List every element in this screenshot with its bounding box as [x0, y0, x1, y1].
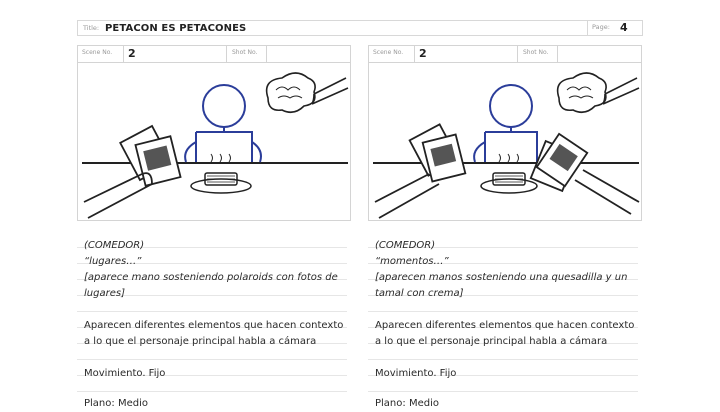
storyboard-title[interactable]: PETACON ES PETACONES — [105, 23, 247, 34]
note-line: Aparecen diferentes elementos que hacen contexto — [375, 320, 635, 331]
note-line: Plano: Medio — [375, 398, 439, 409]
note-line: Movimiento. Fijo — [375, 368, 457, 379]
note-line: Movimiento. Fijo — [84, 368, 166, 379]
divider — [517, 46, 518, 62]
panel-1-notes[interactable] — [77, 236, 347, 409]
polaroids-hand-drawing — [84, 126, 181, 218]
note-line: (COMEDOR) — [84, 240, 145, 251]
plate-drawing — [191, 154, 251, 193]
panel-2-notes[interactable] — [368, 236, 638, 409]
shot-label: Shot No. — [523, 49, 549, 56]
scene-number[interactable]: 2 — [419, 47, 427, 60]
note-line: [aparecen manos sosteniendo una quesadilla y un — [375, 272, 628, 283]
divider — [123, 46, 124, 62]
note-line: tamal con crema] — [375, 288, 464, 299]
plate-drawing — [481, 154, 537, 193]
divider — [557, 46, 558, 62]
page-number[interactable]: 4 — [620, 21, 628, 34]
title-bar — [77, 20, 643, 36]
panel-header — [369, 46, 641, 63]
shot-label: Shot No. — [232, 49, 258, 56]
divider — [226, 46, 227, 62]
page-cell — [587, 20, 644, 36]
character-figure — [474, 85, 537, 162]
scene-label: Scene No. — [82, 49, 113, 56]
note-line: Plano: Medio — [84, 398, 148, 409]
note-line: Aparecen diferentes elementos que hacen contexto — [84, 320, 344, 331]
scene-label: Scene No. — [373, 49, 404, 56]
character-figure — [185, 85, 261, 162]
storyboard-panel-2[interactable] — [368, 45, 642, 221]
page-label: Page: — [592, 23, 610, 31]
floating-object-drawing — [558, 73, 639, 112]
sketch-drawing — [369, 62, 641, 220]
note-line: [aparece mano sosteniendo polaroids con fotos de — [84, 272, 338, 283]
right-hand-object-drawing — [531, 134, 639, 214]
sketch-drawing — [78, 62, 350, 220]
divider — [414, 46, 415, 62]
floating-object-drawing — [267, 73, 348, 112]
left-hand-object-drawing — [375, 124, 465, 218]
title-label: Title: — [83, 24, 100, 32]
note-line: “lugares…” — [84, 256, 142, 267]
note-line: a lo que el personaje principal habla a cámara — [84, 336, 317, 347]
storyboard-panel-1[interactable] — [77, 45, 351, 221]
panel-header — [78, 46, 350, 63]
note-line: a lo que el personaje principal habla a cámara — [375, 336, 608, 347]
note-line: “momentos…” — [375, 256, 449, 267]
scene-number[interactable]: 2 — [128, 47, 136, 60]
divider — [266, 46, 267, 62]
note-line: (COMEDOR) — [375, 240, 436, 251]
note-line: lugares] — [84, 288, 125, 299]
